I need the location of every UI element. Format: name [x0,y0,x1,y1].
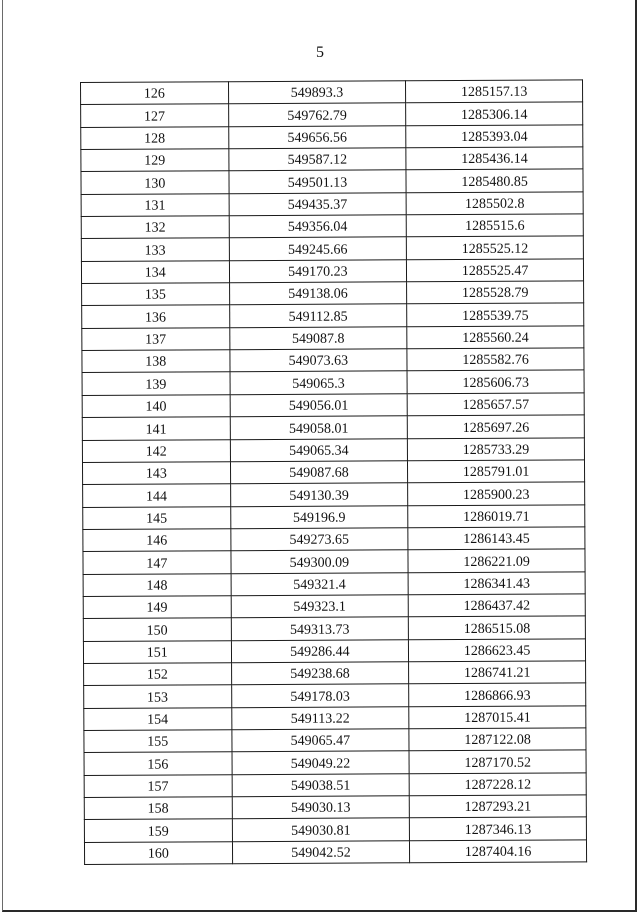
point-number-cell: 127 [81,104,229,127]
y-coordinate-cell: 1285733.29 [408,437,585,460]
y-coordinate-cell: 1286866.93 [409,683,586,706]
point-number-cell: 142 [82,439,230,462]
x-coordinate-cell: 549049.22 [232,751,410,774]
point-number-cell: 156 [84,752,232,775]
y-coordinate-cell: 1285560.24 [407,326,584,349]
table-row [82,281,584,306]
point-number-cell: 138 [82,350,230,373]
point-number-cell: 132 [81,216,229,239]
y-coordinate-cell: 1285436.14 [406,147,583,170]
point-number-cell: 137 [82,328,230,351]
point-number-cell: 148 [83,573,231,596]
y-coordinate-cell: 1285157.13 [406,80,583,103]
table-row [83,549,585,574]
point-number-cell: 154 [84,707,232,730]
point-number-cell: 147 [83,551,231,574]
table-row [81,125,583,150]
x-coordinate-cell: 549435.37 [229,193,407,216]
table-row [82,370,584,395]
x-coordinate-cell: 549065.3 [230,371,408,394]
x-coordinate-cell: 549313.73 [231,617,409,640]
x-coordinate-cell: 549130.39 [230,483,408,506]
point-number-cell: 135 [82,283,230,306]
y-coordinate-cell: 1286019.71 [408,504,585,527]
point-number-cell: 128 [81,126,229,149]
point-number-cell: 126 [81,82,229,105]
table-row [84,750,586,775]
y-coordinate-cell: 1287228.12 [409,773,586,796]
table-row [84,795,586,820]
point-number-cell: 146 [83,529,231,552]
x-coordinate-cell: 549893.3 [228,81,406,104]
y-coordinate-cell: 1287404.16 [410,840,587,863]
y-coordinate-cell: 1285606.73 [407,370,584,393]
x-coordinate-cell: 549501.13 [229,170,407,193]
table-row [83,482,585,507]
y-coordinate-cell: 1285393.04 [406,125,583,148]
x-coordinate-cell: 549762.79 [228,103,406,126]
point-number-cell: 153 [84,685,232,708]
x-coordinate-cell: 549178.03 [231,684,409,707]
y-coordinate-cell: 1285900.23 [408,482,585,505]
y-coordinate-cell: 1286143.45 [408,527,585,550]
table-row [82,303,584,328]
table-row [81,169,583,194]
y-coordinate-cell: 1286341.43 [408,571,585,594]
x-coordinate-cell: 549038.51 [232,773,410,796]
table-row [84,728,586,753]
point-number-cell: 151 [83,640,231,663]
point-number-cell: 160 [84,841,232,864]
point-number-cell: 129 [81,149,229,172]
x-coordinate-cell: 549323.1 [231,595,409,618]
point-number-cell: 144 [83,484,231,507]
table-row [84,661,586,686]
x-coordinate-cell: 549058.01 [230,416,408,439]
point-number-cell: 150 [83,618,231,641]
y-coordinate-cell: 1287015.41 [409,705,586,728]
table-row [83,594,585,619]
table-row [82,415,584,440]
table-row [81,259,583,284]
point-number-cell: 139 [82,372,230,395]
page-number: 5 [316,44,324,61]
table-row [84,683,586,708]
y-coordinate-cell: 1285528.79 [407,281,584,304]
table-row [81,236,583,261]
x-coordinate-cell: 549073.63 [229,349,407,372]
y-coordinate-cell: 1285657.57 [407,393,584,416]
table-row [82,326,584,351]
table-row [83,504,585,529]
table-row [83,616,585,641]
x-coordinate-cell: 549321.4 [231,572,409,595]
table-row [82,437,584,462]
point-number-cell: 145 [83,506,231,529]
point-number-cell: 155 [84,730,232,753]
x-coordinate-cell: 549065.47 [231,729,409,752]
x-coordinate-cell: 549656.56 [228,125,406,148]
table-row [82,460,584,485]
point-number-cell: 140 [82,395,230,418]
y-coordinate-cell: 1286437.42 [408,594,585,617]
x-coordinate-cell: 549030.13 [232,796,410,819]
x-coordinate-cell: 549056.01 [230,394,408,417]
y-coordinate-cell: 1286221.09 [408,549,585,572]
point-number-cell: 143 [82,462,230,485]
table-row [82,348,584,373]
y-coordinate-cell: 1287170.52 [409,750,586,773]
x-coordinate-cell: 549087.68 [230,461,408,484]
x-coordinate-cell: 549356.04 [229,215,407,238]
x-coordinate-cell: 549170.23 [229,260,407,283]
x-coordinate-cell: 549113.22 [231,706,409,729]
y-coordinate-cell: 1286741.21 [409,661,586,684]
y-coordinate-cell: 1287122.08 [409,728,586,751]
y-coordinate-cell: 1285515.6 [406,214,583,237]
table-row [84,773,586,798]
point-number-cell: 149 [83,596,231,619]
coordinates-table-body [81,80,587,865]
y-coordinate-cell: 1286623.45 [409,638,586,661]
point-number-cell: 133 [81,238,229,261]
x-coordinate-cell: 549042.52 [232,840,410,863]
table-row [81,147,583,172]
y-coordinate-cell: 1285582.76 [407,348,584,371]
x-coordinate-cell: 549138.06 [229,282,407,305]
y-coordinate-cell: 1287346.13 [410,817,587,840]
y-coordinate-cell: 1285525.47 [407,259,584,282]
y-coordinate-cell: 1287293.21 [409,795,586,818]
y-coordinate-cell: 1285697.26 [407,415,584,438]
point-number-cell: 134 [81,260,229,283]
point-number-cell: 157 [84,774,232,797]
table-row [83,571,585,596]
y-coordinate-cell: 1285502.8 [406,192,583,215]
point-number-cell: 152 [84,663,232,686]
x-coordinate-cell: 549065.34 [230,438,408,461]
y-coordinate-cell: 1285539.75 [407,303,584,326]
x-coordinate-cell: 549030.81 [232,818,410,841]
x-coordinate-cell: 549238.68 [231,662,409,685]
point-number-cell: 136 [82,305,230,328]
x-coordinate-cell: 549286.44 [231,639,409,662]
point-number-cell: 131 [81,193,229,216]
x-coordinate-cell: 549587.12 [228,148,406,171]
point-number-cell: 158 [84,797,232,820]
y-coordinate-cell: 1285791.01 [408,460,585,483]
y-coordinate-cell: 1286515.08 [409,616,586,639]
y-coordinate-cell: 1285480.85 [406,169,583,192]
x-coordinate-cell: 549300.09 [231,550,409,573]
table-row [84,817,586,842]
x-coordinate-cell: 549273.65 [230,528,408,551]
x-coordinate-cell: 549245.66 [229,237,407,260]
table-row [81,192,583,217]
y-coordinate-cell: 1285306.14 [406,102,583,125]
table-row [84,840,586,865]
table-row [81,214,583,239]
table-row [81,102,583,127]
table-row [83,527,585,552]
x-coordinate-cell: 549087.8 [229,327,407,350]
x-coordinate-cell: 549112.85 [229,304,407,327]
coordinates-table [80,79,587,865]
table-row [83,638,585,663]
point-number-cell: 141 [82,417,230,440]
table-row [81,80,583,105]
table-row [82,393,584,418]
point-number-cell: 130 [81,171,229,194]
x-coordinate-cell: 549196.9 [230,505,408,528]
y-coordinate-cell: 1285525.12 [407,236,584,259]
table-row [84,705,586,730]
point-number-cell: 159 [84,819,232,842]
